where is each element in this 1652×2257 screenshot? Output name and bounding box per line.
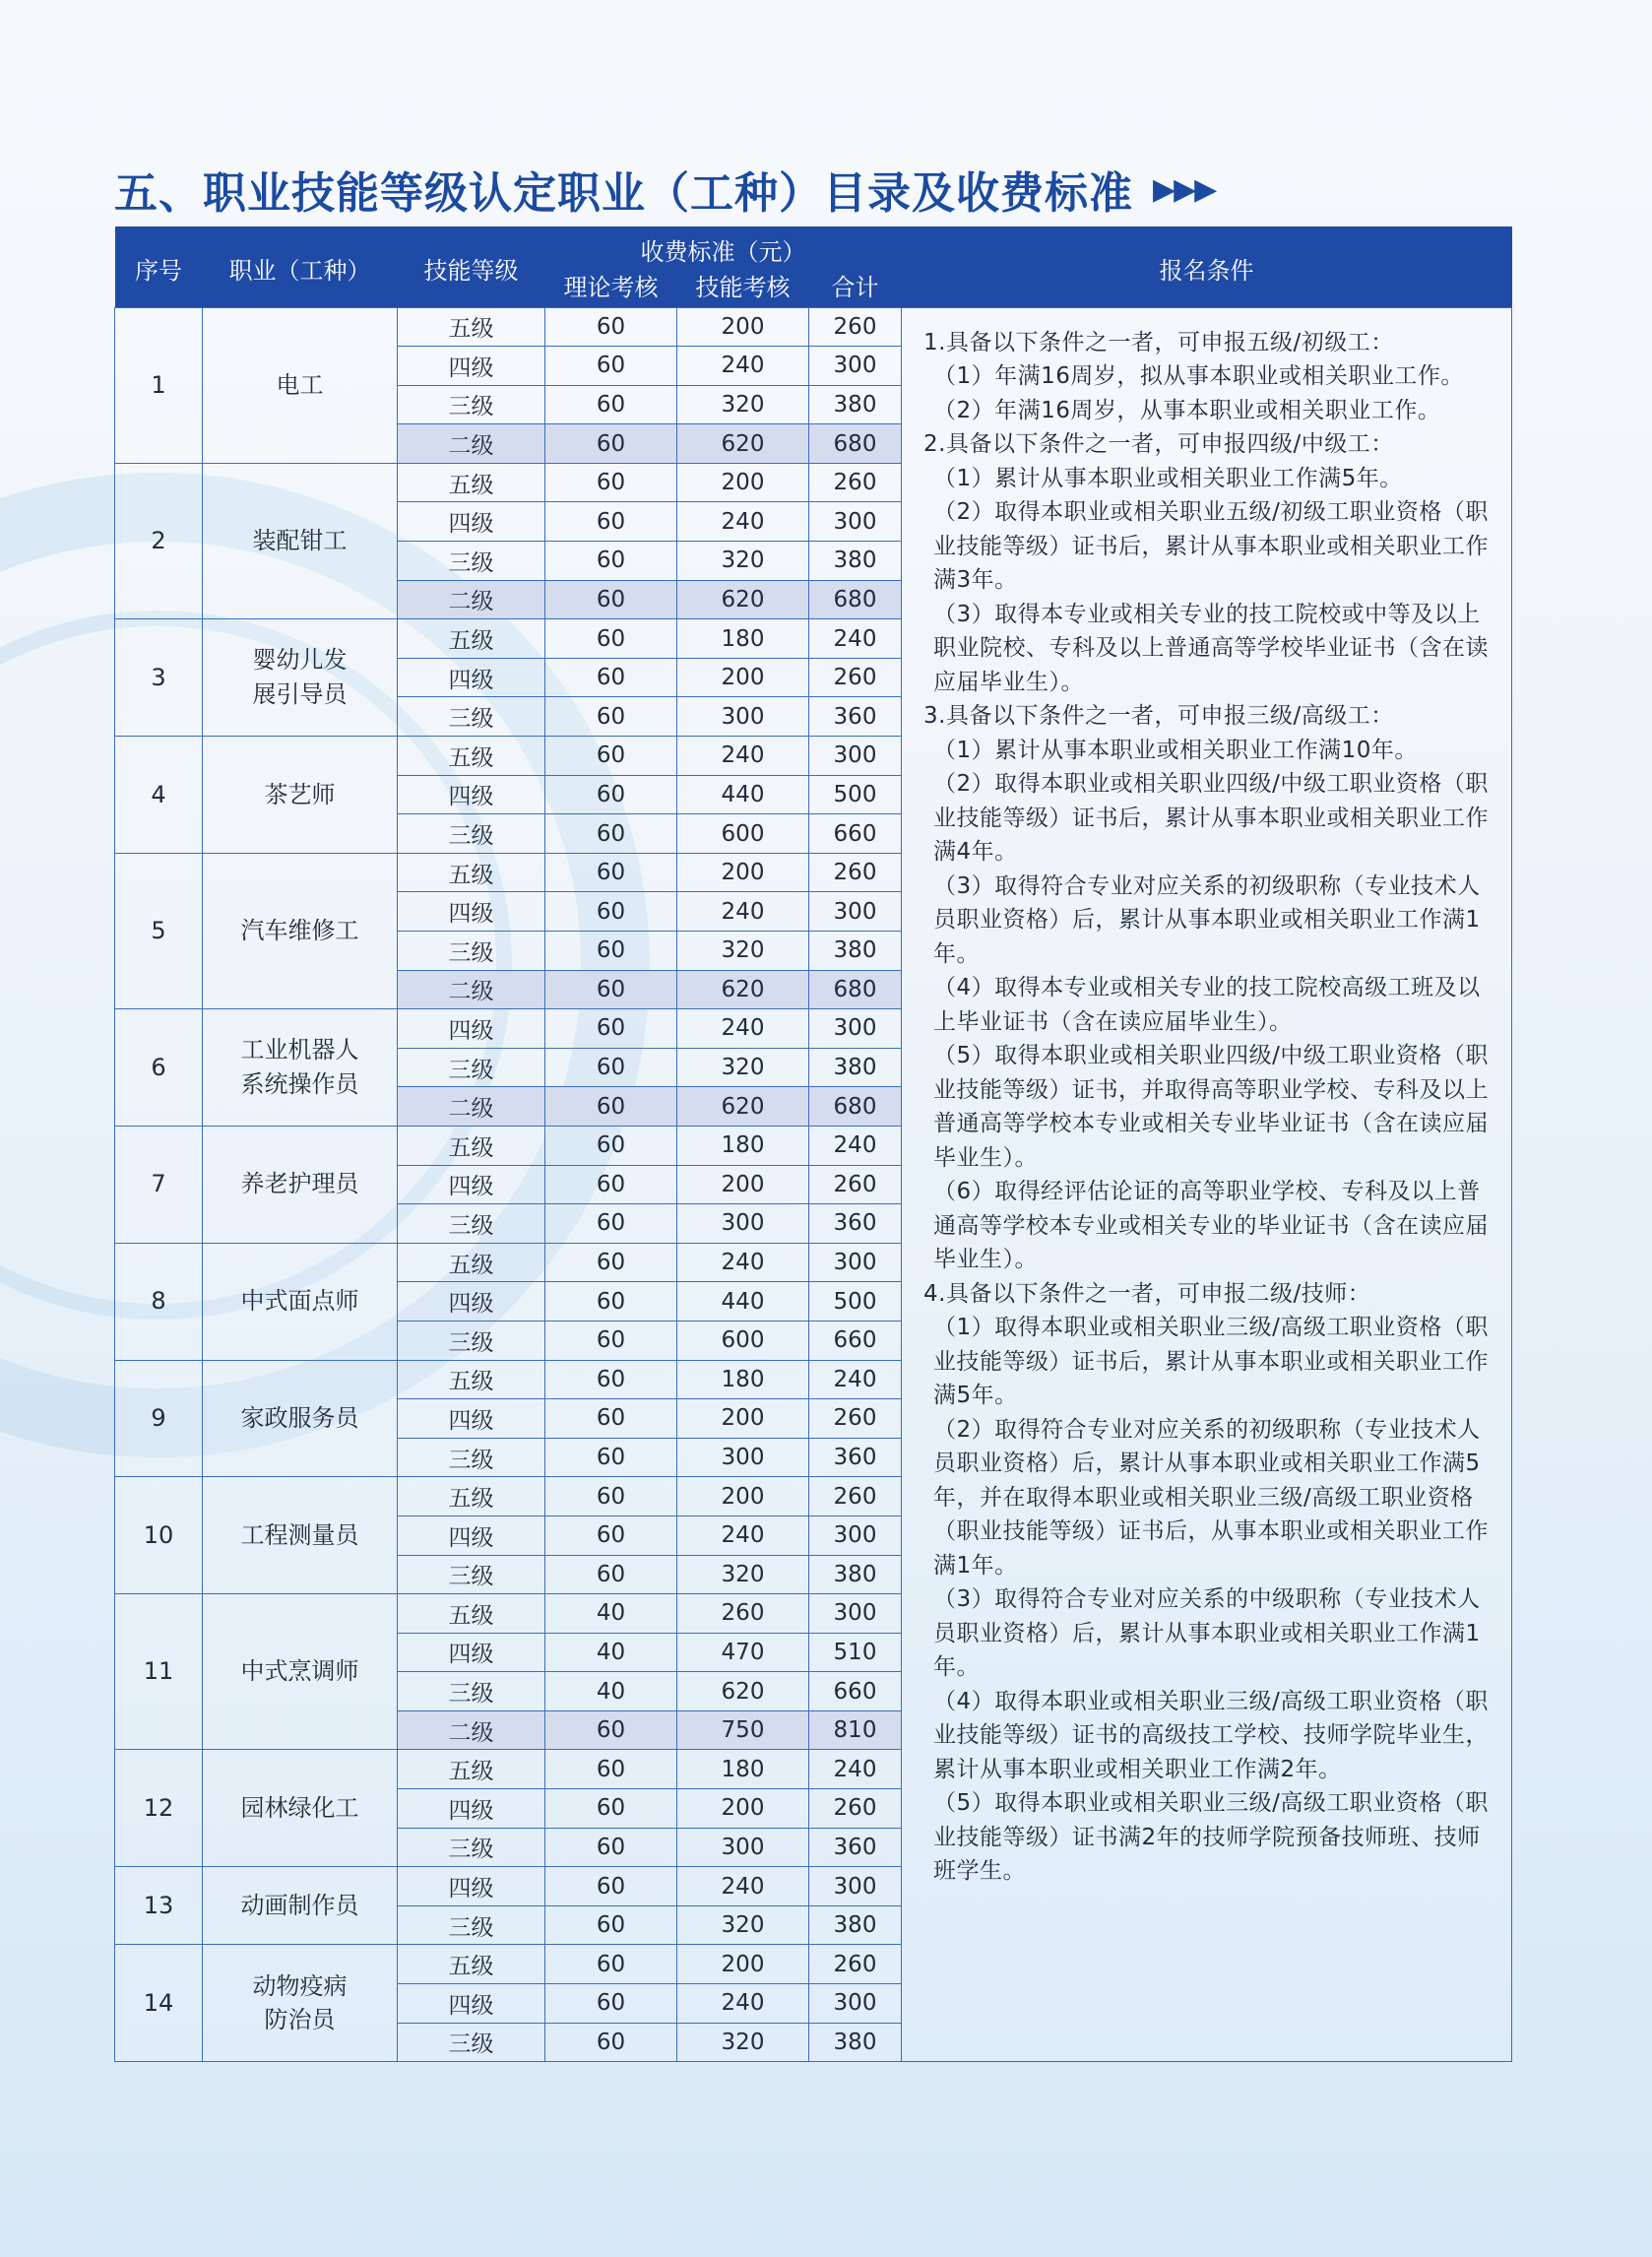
skill-level: 四级 bbox=[398, 502, 545, 542]
skill-level: 四级 bbox=[398, 775, 545, 814]
total-fee: 260 bbox=[809, 463, 902, 502]
skill-fee: 320 bbox=[677, 542, 809, 581]
condition-item: （2）取得本职业或相关职业五级/初级工职业资格（职业技能等级）证书后，累计从事本职业或相关职业工作满3年。 bbox=[933, 499, 1489, 593]
total-fee: 680 bbox=[809, 580, 902, 619]
theory-fee: 60 bbox=[545, 1321, 677, 1360]
skill-level: 三级 bbox=[398, 542, 545, 581]
theory-fee: 60 bbox=[545, 1165, 677, 1204]
theory-fee: 60 bbox=[545, 1087, 677, 1127]
skill-fee: 300 bbox=[677, 1204, 809, 1244]
occupation-name: 动画制作员 bbox=[203, 1867, 398, 1945]
theory-fee: 60 bbox=[545, 307, 677, 347]
skill-fee: 320 bbox=[677, 385, 809, 424]
skill-fee: 240 bbox=[677, 347, 809, 386]
theory-fee: 60 bbox=[545, 619, 677, 659]
skill-fee: 320 bbox=[677, 1555, 809, 1594]
skill-level: 五级 bbox=[398, 1594, 545, 1634]
occupation-name: 电工 bbox=[203, 307, 398, 463]
skill-level: 三级 bbox=[398, 697, 545, 737]
condition-item: （1）取得本职业或相关职业三级/高级工职业资格（职业技能等级）证书后，累计从事本职业或相关职业工作满5年。 bbox=[933, 1315, 1489, 1408]
occupation-name: 工业机器人 系统操作员 bbox=[203, 1009, 398, 1127]
total-fee: 360 bbox=[809, 1828, 902, 1867]
occupation-name: 婴幼儿发 展引导员 bbox=[203, 619, 398, 737]
condition-item: （5）取得本职业或相关职业四级/中级工职业资格（职业技能等级）证书，并取得高等职业学校、专科及以上普通高等学校本专业或相关专业毕业证书（含在读应届毕业生）。 bbox=[933, 1043, 1489, 1171]
occupation-name: 家政服务员 bbox=[203, 1360, 398, 1477]
occupation-name: 中式烹调师 bbox=[203, 1594, 398, 1750]
skill-fee: 200 bbox=[677, 658, 809, 697]
theory-fee: 60 bbox=[545, 1515, 677, 1555]
total-fee: 260 bbox=[809, 1477, 902, 1516]
total-fee: 300 bbox=[809, 1594, 902, 1634]
condition-item: （4）取得本职业或相关职业三级/高级工职业资格（职业技能等级）证书的高级技工学校、技师学院毕业生，累计从事本职业或相关职业工作满2年。 bbox=[933, 1688, 1489, 1782]
skill-level: 五级 bbox=[398, 853, 545, 892]
skill-level: 五级 bbox=[398, 1126, 545, 1165]
skill-level: 三级 bbox=[398, 1672, 545, 1711]
theory-fee: 60 bbox=[545, 1945, 677, 1984]
theory-fee: 60 bbox=[545, 1243, 677, 1282]
skill-fee: 240 bbox=[677, 737, 809, 776]
occupation-number: 11 bbox=[115, 1594, 203, 1750]
theory-fee: 60 bbox=[545, 697, 677, 737]
theory-fee: 60 bbox=[545, 1126, 677, 1165]
skill-fee: 180 bbox=[677, 1360, 809, 1399]
theory-fee: 60 bbox=[545, 1750, 677, 1789]
table-body bbox=[115, 307, 1512, 2062]
total-fee: 680 bbox=[809, 970, 902, 1009]
occupation-number: 5 bbox=[115, 853, 203, 1008]
theory-fee: 60 bbox=[545, 1905, 677, 1945]
skill-level: 三级 bbox=[398, 932, 545, 971]
skill-fee: 200 bbox=[677, 1399, 809, 1439]
theory-fee: 60 bbox=[545, 1477, 677, 1516]
total-fee: 300 bbox=[809, 1243, 902, 1282]
theory-fee: 60 bbox=[545, 463, 677, 502]
occupation-name: 动物疫病 防治员 bbox=[203, 1945, 398, 2062]
skill-level: 三级 bbox=[398, 1828, 545, 1867]
theory-fee: 60 bbox=[545, 1710, 677, 1750]
total-fee: 660 bbox=[809, 1321, 902, 1360]
skill-fee: 240 bbox=[677, 1984, 809, 2024]
fee-table bbox=[114, 226, 1512, 2062]
total-fee: 680 bbox=[809, 424, 902, 464]
skill-fee: 240 bbox=[677, 1867, 809, 1906]
condition-heading: 2.具备以下条件之一者，可申报四级/中级工： bbox=[923, 431, 1394, 457]
skill-level: 五级 bbox=[398, 463, 545, 502]
skill-fee: 620 bbox=[677, 970, 809, 1009]
total-fee: 240 bbox=[809, 619, 902, 659]
occupation-name: 工程测量员 bbox=[203, 1477, 398, 1594]
condition-item: （3）取得本专业或相关专业的技工院校或中等及以上职业院校、专科及以上普通高等学校毕业证书（含在读应届毕业生）。 bbox=[933, 601, 1489, 695]
skill-level: 五级 bbox=[398, 1243, 545, 1282]
skill-fee: 470 bbox=[677, 1633, 809, 1672]
total-fee: 380 bbox=[809, 385, 902, 424]
skill-level: 二级 bbox=[398, 970, 545, 1009]
skill-level: 三级 bbox=[398, 1321, 545, 1360]
occupation-name: 装配钳工 bbox=[203, 463, 398, 618]
skill-fee: 440 bbox=[677, 775, 809, 814]
skill-fee: 600 bbox=[677, 814, 809, 854]
registration-conditions bbox=[902, 307, 1512, 2062]
theory-fee: 60 bbox=[545, 2023, 677, 2062]
table-row bbox=[115, 307, 1512, 347]
theory-fee: 60 bbox=[545, 775, 677, 814]
header-conditions: 报名条件 bbox=[902, 226, 1512, 307]
condition-item: （5）取得本职业或相关职业三级/高级工职业资格（职业技能等级）证书满2年的技师学院预备技师班、技师班学生。 bbox=[933, 1790, 1489, 1884]
total-fee: 380 bbox=[809, 1048, 902, 1087]
skill-level: 四级 bbox=[398, 347, 545, 386]
skill-level: 三级 bbox=[398, 385, 545, 424]
skill-level: 三级 bbox=[398, 1048, 545, 1087]
skill-fee: 620 bbox=[677, 1087, 809, 1127]
skill-fee: 620 bbox=[677, 580, 809, 619]
theory-fee: 60 bbox=[545, 502, 677, 542]
occupation-number: 12 bbox=[115, 1750, 203, 1867]
skill-level: 四级 bbox=[398, 1282, 545, 1322]
occupation-name: 中式面点师 bbox=[203, 1243, 398, 1360]
theory-fee: 40 bbox=[545, 1633, 677, 1672]
skill-fee: 620 bbox=[677, 1672, 809, 1711]
total-fee: 260 bbox=[809, 1399, 902, 1439]
total-fee: 300 bbox=[809, 892, 902, 932]
total-fee: 260 bbox=[809, 1789, 902, 1829]
condition-item: （1）年满16周岁，拟从事本职业或相关职业工作。 bbox=[933, 363, 1464, 389]
header-skill: 技能考核 bbox=[677, 268, 809, 307]
skill-level: 五级 bbox=[398, 619, 545, 659]
skill-level: 二级 bbox=[398, 424, 545, 464]
occupation-number: 9 bbox=[115, 1360, 203, 1477]
condition-item: （2）取得符合专业对应关系的初级职称（专业技术人员职业资格）后，累计从事本职业或相关职业工作满5年，并在取得本职业或相关职业三级/高级工职业资格（职业技能等级）证书后，从事本职业或相关职业工作满1年。 bbox=[933, 1416, 1489, 1579]
skill-fee: 240 bbox=[677, 892, 809, 932]
total-fee: 380 bbox=[809, 1905, 902, 1945]
skill-fee: 750 bbox=[677, 1710, 809, 1750]
skill-fee: 300 bbox=[677, 1438, 809, 1477]
occupation-number: 3 bbox=[115, 619, 203, 737]
skill-level: 二级 bbox=[398, 580, 545, 619]
header-no: 序号 bbox=[115, 226, 203, 307]
theory-fee: 60 bbox=[545, 1282, 677, 1322]
total-fee: 380 bbox=[809, 932, 902, 971]
skill-fee: 240 bbox=[677, 1515, 809, 1555]
header-job: 职业（工种） bbox=[203, 226, 398, 307]
condition-item: （2）年满16周岁，从事本职业或相关职业工作。 bbox=[933, 397, 1441, 423]
skill-level: 五级 bbox=[398, 1750, 545, 1789]
condition-heading: 1.具备以下条件之一者，可申报五级/初级工： bbox=[923, 329, 1394, 355]
skill-fee: 200 bbox=[677, 1945, 809, 1984]
occupation-name: 园林绿化工 bbox=[203, 1750, 398, 1867]
theory-fee: 60 bbox=[545, 580, 677, 619]
skill-fee: 320 bbox=[677, 932, 809, 971]
skill-fee: 620 bbox=[677, 424, 809, 464]
theory-fee: 60 bbox=[545, 1048, 677, 1087]
skill-fee: 440 bbox=[677, 1282, 809, 1322]
theory-fee: 60 bbox=[545, 892, 677, 932]
occupation-number: 7 bbox=[115, 1126, 203, 1243]
theory-fee: 60 bbox=[545, 853, 677, 892]
occupation-number: 10 bbox=[115, 1477, 203, 1594]
total-fee: 300 bbox=[809, 1515, 902, 1555]
total-fee: 260 bbox=[809, 1165, 902, 1204]
header-fee-group: 收费标准（元） bbox=[545, 226, 902, 268]
condition-item: （4）取得本专业或相关专业的技工院校高级工班及以上毕业证书（含在读应届毕业生）。 bbox=[933, 975, 1481, 1035]
skill-level: 四级 bbox=[398, 1009, 545, 1049]
skill-level: 五级 bbox=[398, 1945, 545, 1984]
skill-level: 五级 bbox=[398, 307, 545, 347]
condition-item: （2）取得本职业或相关职业四级/中级工职业资格（职业技能等级）证书后，累计从事本职业或相关职业工作满4年。 bbox=[933, 771, 1489, 865]
total-fee: 300 bbox=[809, 1009, 902, 1049]
skill-level: 四级 bbox=[398, 1867, 545, 1906]
theory-fee: 60 bbox=[545, 1555, 677, 1594]
skill-fee: 200 bbox=[677, 1165, 809, 1204]
occupation-name: 茶艺师 bbox=[203, 737, 398, 854]
total-fee: 300 bbox=[809, 1984, 902, 2024]
total-fee: 360 bbox=[809, 1438, 902, 1477]
skill-level: 四级 bbox=[398, 1984, 545, 2024]
total-fee: 680 bbox=[809, 1087, 902, 1127]
condition-heading: 3.具备以下条件之一者，可申报三级/高级工： bbox=[923, 703, 1394, 729]
theory-fee: 60 bbox=[545, 1360, 677, 1399]
skill-fee: 200 bbox=[677, 1789, 809, 1829]
total-fee: 300 bbox=[809, 737, 902, 776]
total-fee: 380 bbox=[809, 1555, 902, 1594]
total-fee: 360 bbox=[809, 697, 902, 737]
skill-level: 四级 bbox=[398, 1789, 545, 1829]
skill-fee: 200 bbox=[677, 853, 809, 892]
theory-fee: 60 bbox=[545, 424, 677, 464]
occupation-number: 14 bbox=[115, 1945, 203, 2062]
skill-level: 三级 bbox=[398, 2023, 545, 2062]
header-theory: 理论考核 bbox=[545, 268, 677, 307]
theory-fee: 60 bbox=[545, 658, 677, 697]
total-fee: 360 bbox=[809, 1204, 902, 1244]
total-fee: 300 bbox=[809, 347, 902, 386]
skill-level: 四级 bbox=[398, 1633, 545, 1672]
occupation-name: 汽车维修工 bbox=[203, 853, 398, 1008]
skill-level: 四级 bbox=[398, 892, 545, 932]
occupation-name: 养老护理员 bbox=[203, 1126, 398, 1243]
skill-level: 三级 bbox=[398, 1555, 545, 1594]
skill-level: 三级 bbox=[398, 1204, 545, 1244]
skill-level: 五级 bbox=[398, 1477, 545, 1516]
total-fee: 260 bbox=[809, 658, 902, 697]
total-fee: 300 bbox=[809, 502, 902, 542]
occupation-number: 1 bbox=[115, 307, 203, 463]
condition-item: （3）取得符合专业对应关系的中级职称（专业技术人员职业资格）后，累计从事本职业或相关职业工作满1年。 bbox=[933, 1586, 1481, 1680]
skill-fee: 260 bbox=[677, 1594, 809, 1634]
skill-fee: 320 bbox=[677, 2023, 809, 2062]
theory-fee: 60 bbox=[545, 737, 677, 776]
condition-item: （3）取得符合专业对应关系的初级职称（专业技术人员职业资格）后，累计从事本职业或相关职业工作满1年。 bbox=[933, 872, 1481, 967]
skill-fee: 300 bbox=[677, 1828, 809, 1867]
occupation-number: 4 bbox=[115, 737, 203, 854]
theory-fee: 60 bbox=[545, 385, 677, 424]
skill-fee: 200 bbox=[677, 463, 809, 502]
skill-fee: 320 bbox=[677, 1048, 809, 1087]
skill-level: 二级 bbox=[398, 1710, 545, 1750]
skill-level: 五级 bbox=[398, 737, 545, 776]
total-fee: 380 bbox=[809, 542, 902, 581]
triple-arrow-icon: ▶▶▶ bbox=[1153, 171, 1216, 207]
condition-item: （6）取得经评估论证的高等职业学校、专科及以上普通高等学校本专业或相关专业的毕业证书（含在读应届毕业生）。 bbox=[933, 1179, 1489, 1272]
theory-fee: 60 bbox=[545, 1438, 677, 1477]
total-fee: 510 bbox=[809, 1633, 902, 1672]
skill-fee: 320 bbox=[677, 1905, 809, 1945]
theory-fee: 60 bbox=[545, 1828, 677, 1867]
header-level: 技能等级 bbox=[398, 226, 545, 307]
skill-level: 四级 bbox=[398, 1515, 545, 1555]
skill-level: 二级 bbox=[398, 1087, 545, 1127]
theory-fee: 60 bbox=[545, 542, 677, 581]
theory-fee: 60 bbox=[545, 1867, 677, 1906]
table-header bbox=[115, 226, 1512, 307]
total-fee: 240 bbox=[809, 1750, 902, 1789]
skill-level: 四级 bbox=[398, 658, 545, 697]
skill-level: 三级 bbox=[398, 814, 545, 854]
skill-fee: 180 bbox=[677, 619, 809, 659]
total-fee: 300 bbox=[809, 1867, 902, 1906]
skill-fee: 240 bbox=[677, 502, 809, 542]
theory-fee: 60 bbox=[545, 1984, 677, 2024]
theory-fee: 60 bbox=[545, 1789, 677, 1829]
condition-heading: 4.具备以下条件之一者，可申报二级/技师： bbox=[923, 1280, 1371, 1307]
total-fee: 660 bbox=[809, 1672, 902, 1711]
total-fee: 260 bbox=[809, 1945, 902, 1984]
total-fee: 240 bbox=[809, 1126, 902, 1165]
theory-fee: 60 bbox=[545, 932, 677, 971]
occupation-number: 13 bbox=[115, 1867, 203, 1945]
theory-fee: 60 bbox=[545, 347, 677, 386]
header-total: 合计 bbox=[809, 268, 902, 307]
skill-fee: 200 bbox=[677, 307, 809, 347]
skill-fee: 300 bbox=[677, 697, 809, 737]
condition-item: （1）累计从事本职业或相关职业工作满10年。 bbox=[933, 737, 1418, 763]
theory-fee: 40 bbox=[545, 1594, 677, 1634]
skill-level: 三级 bbox=[398, 1905, 545, 1945]
total-fee: 500 bbox=[809, 1282, 902, 1322]
total-fee: 260 bbox=[809, 307, 902, 347]
occupation-number: 2 bbox=[115, 463, 203, 618]
skill-level: 四级 bbox=[398, 1399, 545, 1439]
skill-fee: 200 bbox=[677, 1477, 809, 1516]
skill-level: 五级 bbox=[398, 1360, 545, 1399]
theory-fee: 60 bbox=[545, 970, 677, 1009]
theory-fee: 60 bbox=[545, 1204, 677, 1244]
page-title bbox=[114, 158, 1215, 221]
total-fee: 260 bbox=[809, 853, 902, 892]
theory-fee: 60 bbox=[545, 1009, 677, 1049]
total-fee: 380 bbox=[809, 2023, 902, 2062]
skill-fee: 240 bbox=[677, 1009, 809, 1049]
skill-fee: 600 bbox=[677, 1321, 809, 1360]
theory-fee: 40 bbox=[545, 1672, 677, 1711]
occupation-number: 6 bbox=[115, 1009, 203, 1127]
page-title-text: 五、职业技能等级认定职业（工种）目录及收费标准 bbox=[114, 168, 1133, 219]
condition-item: （1）累计从事本职业或相关职业工作满5年。 bbox=[933, 465, 1403, 491]
skill-fee: 180 bbox=[677, 1126, 809, 1165]
total-fee: 240 bbox=[809, 1360, 902, 1399]
theory-fee: 60 bbox=[545, 814, 677, 854]
skill-level: 三级 bbox=[398, 1438, 545, 1477]
total-fee: 500 bbox=[809, 775, 902, 814]
theory-fee: 60 bbox=[545, 1399, 677, 1439]
skill-fee: 180 bbox=[677, 1750, 809, 1789]
occupation-number: 8 bbox=[115, 1243, 203, 1360]
total-fee: 660 bbox=[809, 814, 902, 854]
total-fee: 810 bbox=[809, 1710, 902, 1750]
skill-level: 四级 bbox=[398, 1165, 545, 1204]
skill-fee: 240 bbox=[677, 1243, 809, 1282]
